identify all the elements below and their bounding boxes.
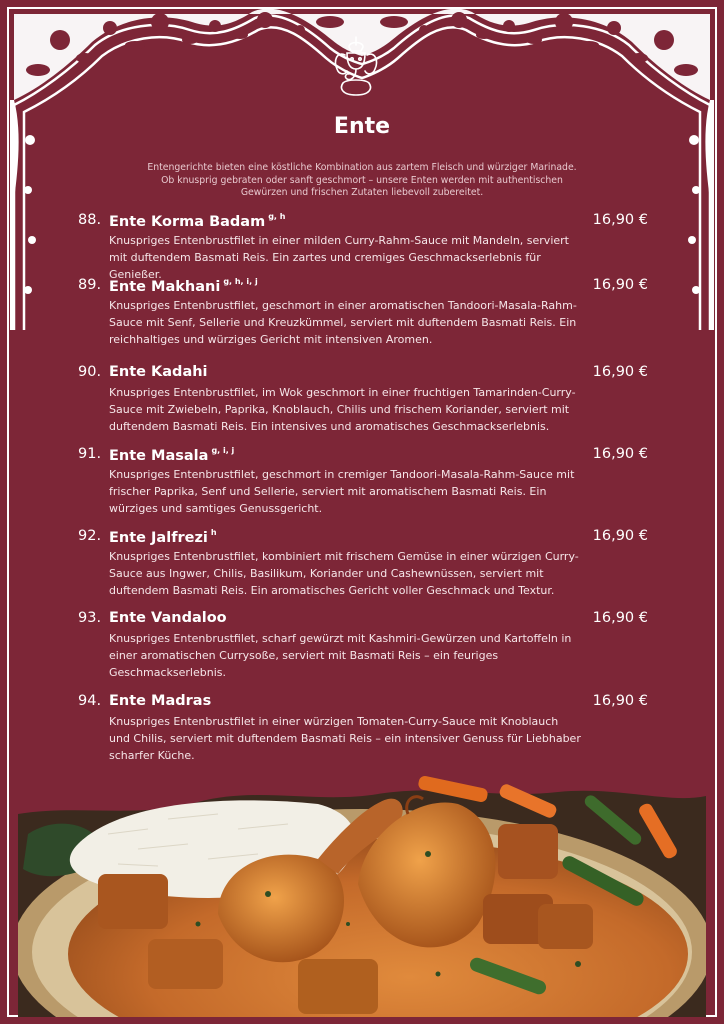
- item-number: 88.: [78, 212, 102, 228]
- item-price: 16,90 €: [592, 364, 648, 380]
- item-description: Knuspriges Entenbrustfilet, scharf gewürzt mit Kashmiri-Gewürzen und Kartoffeln in einer aromatischen Currysoße, serviert mit Basmati Reis – ein feuriges Geschmackserlebnis.: [109, 632, 572, 680]
- item-name: Ente Jalfrezi $^h$: [109, 528, 217, 546]
- page-title: Ente: [333, 114, 391, 139]
- item-name: Ente Makhani $^{g, h, i, j}$: [109, 277, 258, 295]
- item-price: 16,90 €: [592, 693, 648, 709]
- item-name: Ente Madras: [109, 693, 212, 709]
- item-number: 91.: [78, 446, 102, 462]
- ganesha-icon: [331, 33, 381, 101]
- allergen-codes: g, h, i, j: [223, 277, 258, 286]
- allergen-codes: g, i, j: [211, 446, 235, 455]
- item-description: Knuspriges Entenbrustfilet, im Wok geschmort in einer fruchtigen Tamarinden-Curry-Sauce mit Zwiebeln, Paprika, Knoblauch, Chilis und frischem Koriander, serviert mit duftendem Basmati Reis. Ein intensives und aromatisches Geschmackserlebnis.: [109, 386, 576, 434]
- intro-text: Entengerichte bieten eine köstliche Kombination aus zartem Fleisch und würziger Marinade. Ob knusprig gebraten oder sanft geschmort – unsere Enten werden mit authentischen Gewürzen und frischen Zutaten liebevoll zubereitet.: [147, 162, 577, 198]
- item-number: 94.: [78, 693, 102, 709]
- item-description: Knuspriges Entenbrustfilet in einer würzigen Tomaten-Curry-Sauce mit Knoblauch und Chilis, serviert mit duftendem Basmati Reis – ein intensiver Genuss für Liebhaber scharfer Küche.: [109, 715, 581, 763]
- allergen-codes: g, h: [268, 212, 286, 221]
- item-number: 93.: [78, 610, 102, 626]
- item-price: 16,90 €: [592, 277, 648, 293]
- item-name: Ente Kadahi: [109, 364, 208, 380]
- allergen-codes: h: [210, 528, 217, 537]
- item-description: Knuspriges Entenbrustfilet, kombiniert mit frischem Gemüse in einer würzigen Curry-Sauce aus Ingwer, Chilis, Basilikum, Koriander und Cashewnüssen, serviert mit duftendem Basmati Reis. Ein aromatisches Gericht voller Geschmack und Textur.: [109, 550, 579, 598]
- item-number: 89.: [78, 277, 102, 293]
- item-description: Knuspriges Entenbrustfilet, geschmort in einer aromatischen Tandoori-Masala-Rahm-Sauce mit Senf, Sellerie und Kreuzkümmel, serviert mit duftendem Basmati Reis. Ein reichhaltiges und würziges Gericht mit intensiven Aromen.: [109, 299, 577, 347]
- item-name: Ente Vandaloo: [109, 610, 227, 626]
- item-number: 90.: [78, 364, 102, 380]
- item-name: Ente Korma Badam $^{g, h}$: [109, 212, 286, 230]
- item-name: Ente Masala $^{g, i, j}$: [109, 446, 235, 464]
- item-description: Knuspriges Entenbrustfilet, geschmort in cremiger Tandoori-Masala-Rahm-Sauce mit frischer Paprika, Senf und Sellerie, serviert mit aromatischem Basmati Reis. Ein würziges und samtiges Genussgericht.: [109, 468, 575, 516]
- item-price: 16,90 €: [592, 446, 648, 462]
- item-description: Knuspriges Entenbrustfilet in einer milden Curry-Rahm-Sauce mit Mandeln, serviert mit duftendem Basmati Reis. Ein zartes und cremiges Geschmackserlebnis für Genießer.: [109, 234, 569, 282]
- item-price: 16,90 €: [592, 212, 648, 228]
- item-number: 92.: [78, 528, 102, 544]
- duck-curry-photo: [18, 774, 706, 1017]
- item-price: 16,90 €: [592, 610, 648, 626]
- item-price: 16,90 €: [592, 528, 648, 544]
